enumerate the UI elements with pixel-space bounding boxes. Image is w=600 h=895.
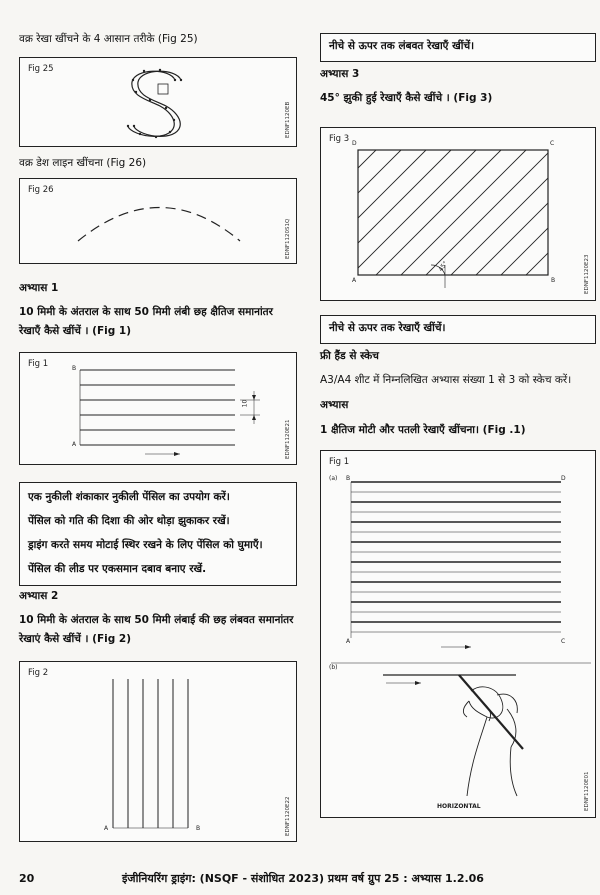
- fig25-box: [19, 57, 297, 147]
- fig3-box: [320, 127, 596, 301]
- hand-pencil-icon: [459, 675, 523, 796]
- ex1-text-line1: 10 मिमी के अंतराल के साथ 50 मिमी लंबी छह क्षैतिज समानांतर: [19, 306, 273, 318]
- ex1-text-line2: रेखाएँ कैसे खींचें । (Fig 1): [19, 325, 131, 337]
- fig2-box: [19, 661, 297, 842]
- note-vertical-lines: [320, 33, 596, 62]
- fig1-box: [19, 352, 297, 465]
- fig3-point-a: A: [352, 277, 357, 284]
- practice-fig1-point-b: B: [346, 475, 351, 482]
- fig26-dashed-arc: [20, 179, 296, 263]
- ex1-title: अभ्यास 1: [19, 282, 59, 294]
- practice-fig1-caption: HORIZONTAL: [437, 803, 481, 810]
- practice-fig1-lines: [321, 451, 595, 817]
- fig25-s-curve: [20, 58, 296, 146]
- practice-fig1-label: Fig 1: [329, 457, 350, 467]
- freehand-title: फ्री हैंड से स्केच: [320, 350, 379, 362]
- fig1-dim-label: 10: [241, 399, 249, 408]
- fig2-point-b: B: [196, 825, 201, 832]
- fig3-code: EDNF1120E23: [584, 254, 590, 294]
- practice-item-1: 1 क्षैतिज मोटी और पतली रेखाएँ खींचना। (Fig .1): [320, 424, 526, 436]
- fig3-point-d: D: [352, 140, 357, 147]
- fig2-label: Fig 2: [28, 668, 49, 678]
- fig3-angle: 45°: [437, 260, 450, 273]
- practice-fig1-sub-a: (a): [329, 475, 338, 482]
- tip-3: ड्राइंग करते समय मोटाई स्थिर रखने के लिए पेंसिल को घुमाएँ।: [28, 539, 263, 551]
- fig3-point-c: C: [550, 140, 555, 147]
- page-number: 20: [19, 872, 35, 885]
- practice-fig1-box: [320, 450, 596, 818]
- fig1-label: Fig 1: [28, 359, 49, 369]
- tip-2: पेंसिल को गति की दिशा की ओर थोड़ा झुकाकर रखें।: [28, 515, 230, 527]
- tips-box: [19, 482, 297, 586]
- freehand-text: A3/A4 शीट में निम्नलिखित अभ्यास संख्या 1 से 3 को स्केच करें।: [320, 374, 572, 386]
- fig1-point-a: A: [72, 441, 77, 448]
- tip-1: एक नुकीली शंकाकार नुकीली पेंसिल का उपयोग करें।: [28, 491, 230, 503]
- practice-fig1-point-c: C: [561, 638, 566, 645]
- ex3-title: अभ्यास 3: [320, 68, 360, 80]
- fig2-point-a: A: [104, 825, 109, 832]
- fig25-code: EDNF1120EB: [285, 101, 291, 138]
- note-lines-text: नीचे से ऊपर तक रेखाएँ खींचें।: [329, 322, 446, 334]
- fig3-hatched-rect: [321, 128, 595, 300]
- note-lines: [320, 315, 596, 344]
- fig26-heading: वक्र डेश लाइन खींचना (Fig 26): [19, 157, 147, 169]
- fig2-vertical-lines: [20, 662, 296, 841]
- fig25-heading: वक्र रेखा खींचने के 4 आसान तरीके (Fig 25): [19, 33, 198, 45]
- ex3-text: 45° झुकी हुई रेखाएँ कैसे खींचे । (Fig 3): [320, 92, 493, 104]
- fig26-code: EDNF1120S1Q: [285, 218, 291, 259]
- fig25-label: Fig 25: [28, 64, 54, 74]
- tip-4: पेंसिल की लीड पर एकसमान दबाव बनाए रखें.: [28, 563, 207, 575]
- fig3-label: Fig 3: [329, 134, 350, 144]
- ex2-text-line2: रेखाएं कैसे खींचें । (Fig 2): [19, 633, 131, 645]
- practice-fig1-code: EDNF1120E01: [584, 771, 590, 811]
- practice-fig1-point-a: A: [346, 638, 351, 645]
- fig1-code: EDNF1120E21: [285, 419, 291, 459]
- practice-fig1-sub-b: (b): [329, 664, 338, 671]
- practice-fig1-point-d: D: [561, 475, 566, 482]
- ex2-text-line1: 10 मिमी के अंतराल के साथ 50 मिमी लंबाई की छह लंबवत समानांतर: [19, 614, 294, 626]
- fig26-box: [19, 178, 297, 264]
- ex2-title: अभ्यास 2: [19, 590, 59, 602]
- footer-title: इंजीनियरिंग ड्राइंग: (NSQF - संशोधित 2023) प्रथम वर्ष ग्रुप 25 : अभ्यास 1.2.06: [122, 872, 484, 885]
- practice-title: अभ्यास: [320, 399, 349, 411]
- fig3-point-b: B: [551, 277, 556, 284]
- fig2-code: EDNF1120E22: [285, 796, 291, 836]
- fig26-label: Fig 26: [28, 185, 54, 195]
- fig1-point-b: B: [72, 365, 77, 372]
- note-vertical-text: नीचे से ऊपर तक लंबवत रेखाएँ खींचें।: [329, 40, 475, 52]
- fig1-horizontal-lines: [20, 353, 296, 464]
